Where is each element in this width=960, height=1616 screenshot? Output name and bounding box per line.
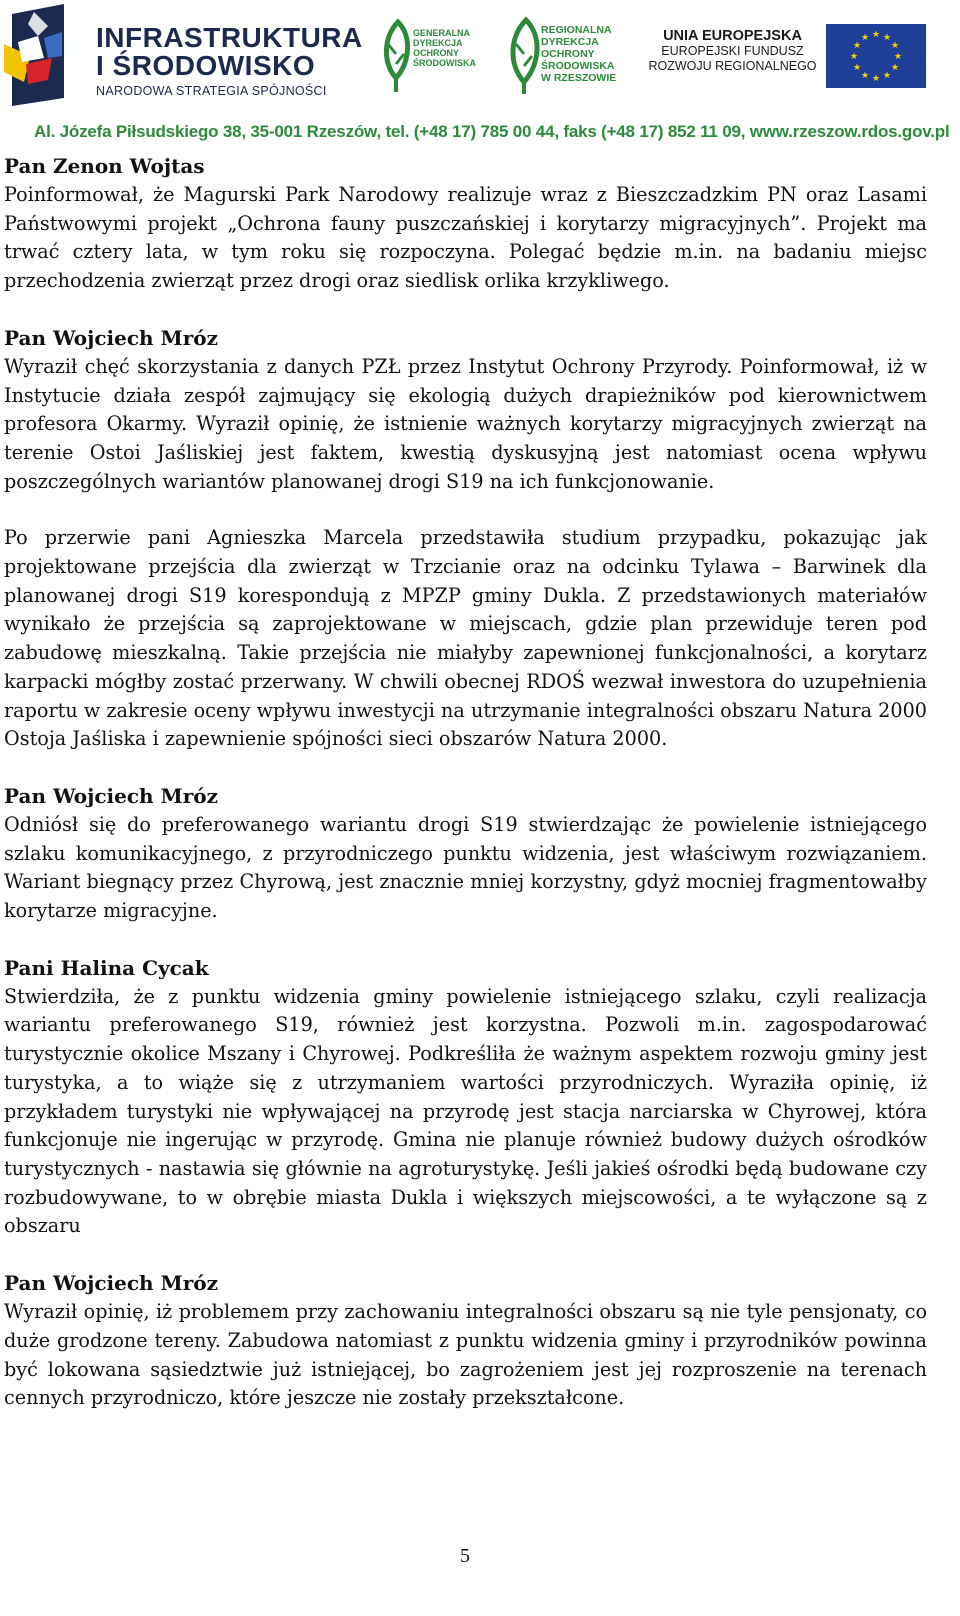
gdos-text: GENERALNA DYREKCJA OCHRONY ŚRODOWISKA [413, 28, 476, 68]
section-mroz-1 [4, 324, 927, 497]
paragraph: Wyraził opinię, iż problemem przy zachowaniu integralności obszaru są nie tyle pensjonaty, co duże grodzone tereny. Zabudowa natomiast z punktu widzenia gminy i przyrodników powinna być lokowana sąsiedztwie już istniejącej, bo zagrożeniem jest jej rozproszenie na terenach cennych przyrodniczo, które jeszcze nie zostały przekształcone. [4, 1300, 927, 1410]
eu-flag-icon [826, 24, 926, 88]
speaker-name: Pan Wojciech Mróz [4, 325, 218, 350]
section-mroz-3 [4, 1269, 927, 1413]
svg-text:★: ★ [882, 71, 892, 81]
section-cycak [4, 954, 927, 1241]
section-wojtas [4, 152, 927, 296]
document-body [4, 152, 927, 1441]
paragraph: Wyraził chęć skorzystania z danych PZŁ przez Instytut Ochrony Przyrody. Poinformował, iż w Instytucie działa zespół zajmujący się ekologią dużych drapieżników pod kierownictwem profesora Okarmy. Wyraził opinię, że istnienie ważnych korytarzy migracyjnych zwierząt na terenie Ostoi Jaśliskiej jest faktem, kwestią dyskusyjną jest natomiast ocena wpływu poszczególnych wariantów planowanej drogi S19 na ich funkcjonowanie. [4, 354, 927, 493]
svg-text:★: ★ [860, 33, 870, 43]
paragraph: Stwierdziła, że z punktu widzenia gminy powielenie istniejącego szlaku, czyli realizacja wariantu preferowanego S19, również jest korzystna. Pozwoli m.in. zagospodarować turystycznie okolice Mszany i Chyrowej. Podkreśliła że ważnym aspektem rozwoju gminy jest turystyka, a to wiąże się z utrzymaniem wartości przyrodniczych. Wyraziła opinię, iż przykładem turystyki nie wpływającej na przyrodę jest stacja narciarska w Chyrowej, która funkcjonuje nie ingerując w przyrodę. Gmina nie planuje również budowy dużych ośrodków turystycznych - nastawia się głównie na agroturystykę. Jeśli jakieś ośrodki będą budowane czy rozbudowywane, to w obrębie miasta Dukla i większych miejscowości, a te wyłączone są z obszaru [4, 984, 927, 1238]
infra-title-line1: INFRASTRUKTURA [96, 22, 363, 53]
svg-text:★: ★ [860, 71, 870, 81]
address-line: Al. Józefa Piłsudskiego 38, 35-001 Rzeszów, tel. (+48 17) 785 00 44, faks (+48 17) 852 11 09, www.rzeszow.rdos.gov.pl [34, 122, 950, 141]
svg-text:★: ★ [852, 41, 862, 51]
svg-text:★: ★ [871, 74, 881, 84]
svg-text:★: ★ [871, 30, 881, 40]
speaker-name: Pan Zenon Wojtas [4, 154, 205, 178]
paragraph: Odniósł się do preferowanego wariantu drogi S19 stwierdzając że powielenie istniejącego szlaku komunikacyjnego, z przyrodniczego punktu widzenia, jest właściwym rozwiązaniem. Wariant biegnący przez Chyrową, jest znacznie mniej korzystny, gdyż mocniej fragmentowałby korytarze migracyjne. [4, 812, 927, 923]
svg-text:★: ★ [882, 33, 892, 43]
infra-subtitle: NARODOWA STRATEGIA SPÓJNOŚCI [96, 84, 327, 98]
letterhead [0, 0, 960, 150]
section-marcela [4, 524, 927, 754]
speaker-name: Pan Wojciech Mróz [4, 1271, 218, 1296]
svg-text:★: ★ [893, 52, 903, 62]
rdos-text: REGIONALNA DYREKCJA OCHRONY ŚRODOWISKA W RZESZOWIE [541, 24, 617, 84]
infrastruktura-emblem-icon [4, 2, 94, 108]
paragraph: Poinformował, że Magurski Park Narodowy realizuje wraz z Bieszczadzkim PN oraz Lasami Państwowymi projekt „Ochrona fauny puszczańskiej i korytarzy migracyjnych”. Projekt ma trwać cztery lata, w tym roku się rozpoczyna. Polegać będzie m.in. na badaniu miejsc przechodzenia zwierząt przez drogi oraz siedlisk orlika krzykliwego. [4, 183, 927, 293]
eu-logo-text: UNIA EUROPEJSKA EUROPEJSKI FUNDUSZ ROZWOJU REGIONALNEGO [648, 28, 817, 73]
svg-text:★: ★ [890, 41, 900, 51]
svg-text:★: ★ [890, 63, 900, 73]
infrastruktura-logo [4, 2, 363, 108]
svg-text:★: ★ [852, 63, 862, 73]
svg-text:★: ★ [849, 52, 859, 62]
speaker-name: Pani Halina Cycak [4, 955, 209, 980]
section-mroz-2 [4, 782, 927, 926]
paragraph: Po przerwie pani Agnieszka Marcela przedstawiła studium przypadku, pokazując jak projektowane przejścia dla zwierząt w Trzcianie oraz na odcinku Tylawa – Barwinek dla planowanej drogi S19 korespondują z MPZP gminy Dukla. Z przedstawionych materiałów wynikało że przejścia są zaprojektowane w miejscach, gdzie plan przewiduje teren pod zabudowę mieszkalną. Takie przejścia nie miałyby zapewnionej funkcjonalności, a korytarz karpacki mógłby zostać przerwany. W chwili obecnej RDOŚ wezwał inwestora do uzupełnienia raportu w zakresie oceny wpływu inwestycji na utrzymanie integralności obszaru Natura 2000 Ostoja Jaśliska i zapewnienie spójności sieci obszarów Natura 2000. [4, 526, 927, 751]
infra-title-line2: I ŚRODOWISKO [96, 50, 316, 81]
page-number: 5 [460, 1545, 470, 1567]
speaker-name: Pan Wojciech Mróz [4, 783, 218, 808]
